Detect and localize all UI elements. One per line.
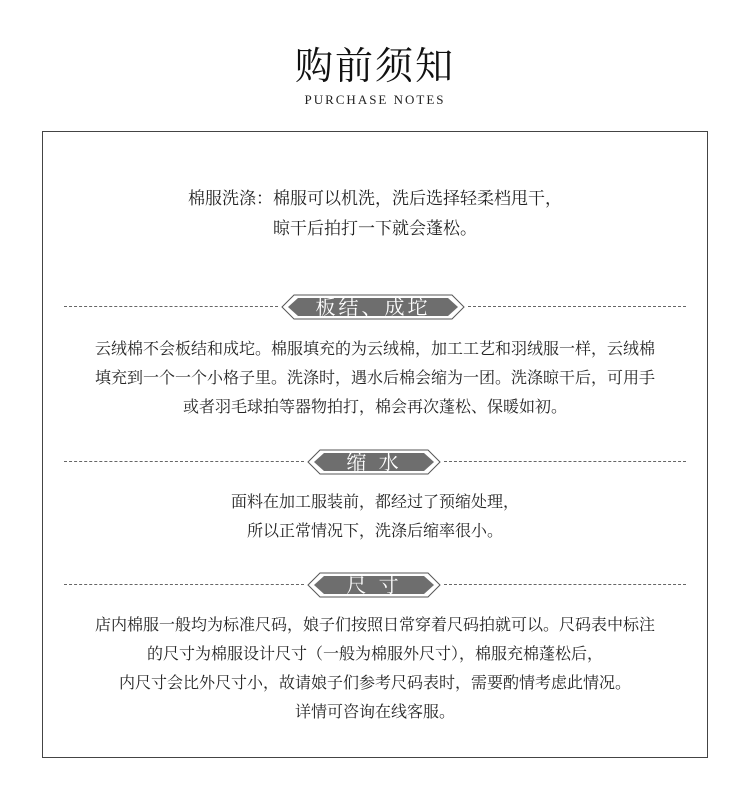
size-line: 内尺寸会比外尺寸小，故请娘子们参考尺码表时，需要酌情考虑此情况。: [118, 673, 631, 692]
washing-note: [0, 184, 750, 244]
shrinkage-text: [0, 487, 750, 545]
clumping-line: 或者羽毛球拍等器物拍打，棉会再次蓬松、保暖如初。: [182, 397, 567, 416]
section-heading-shrinkage: 缩 水: [346, 450, 402, 474]
section-badge-size: [304, 570, 444, 600]
shrinkage-line: 所以正常情况下，洗涤后缩率很小。: [246, 521, 503, 540]
divider-line-left: [64, 306, 278, 307]
section-divider-size: [64, 570, 686, 600]
divider-line-left: [64, 584, 304, 585]
section-badge-shrinkage: [304, 447, 444, 477]
section-divider-clumping: [64, 292, 686, 322]
clumping-line: 填充到一个一个小格子里。洗涤时，遇水后棉会缩为一团。洗涤晾干后，可用手: [94, 368, 655, 387]
page-subtitle: PURCHASE NOTES: [304, 92, 446, 107]
divider-line-right: [444, 584, 686, 585]
size-text: [0, 610, 750, 726]
clumping-line: 云绒棉不会板结和成坨。棉服填充的为云绒棉，加工工艺和羽绒服一样，云绒棉: [94, 339, 655, 358]
section-heading-size: 尺 寸: [346, 573, 402, 597]
washing-note-line: 棉服洗涤：棉服可以机洗，洗后选择轻柔档甩干，: [188, 189, 562, 209]
section-divider-shrinkage: [64, 447, 686, 477]
washing-note-line: 晾干后拍打一下就会蓬松。: [273, 219, 477, 239]
divider-line-right: [444, 461, 686, 462]
size-line: 的尺寸为棉服设计尺寸（一般为棉服外尺寸），棉服充棉蓬松后，: [146, 644, 603, 663]
clumping-text: [0, 334, 750, 421]
page-title: 购前须知: [294, 44, 455, 88]
section-badge-clumping: [278, 292, 468, 322]
section-heading-clumping: 板结、成坨: [315, 295, 431, 319]
divider-line-left: [64, 461, 304, 462]
divider-line-right: [468, 306, 686, 307]
size-line: 店内棉服一般均为标准尺码，娘子们按照日常穿着尺码拍就可以。尺码表中标注: [94, 615, 655, 634]
size-line: 详情可咨询在线客服。: [294, 702, 455, 721]
shrinkage-line: 面料在加工服装前，都经过了预缩处理，: [230, 492, 519, 511]
